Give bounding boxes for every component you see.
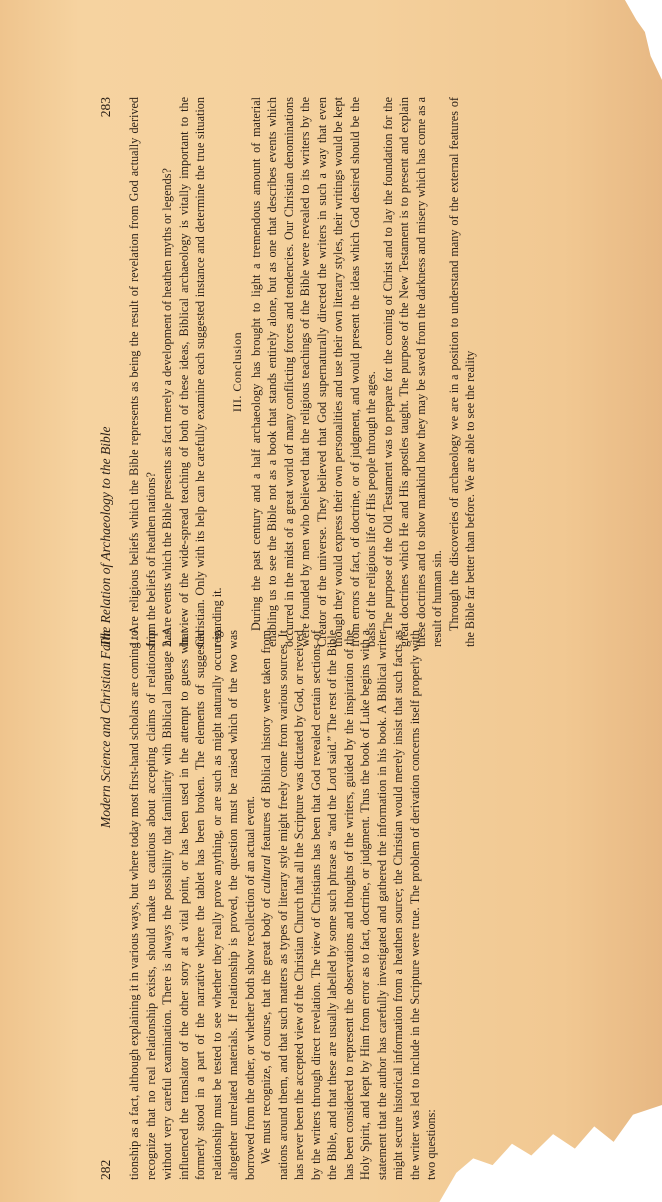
running-head xyxy=(98,97,118,647)
page-number: 283 xyxy=(98,97,113,118)
running-head xyxy=(98,630,118,1180)
running-title: Modern Science and Christian Faith xyxy=(98,630,113,828)
section-heading: III. Conclusion xyxy=(230,331,244,413)
paragraph xyxy=(258,630,440,1180)
page-body xyxy=(126,97,479,647)
question-1: 1. Are religious beliefs which the Bible represents as being the result of revelation from God actually derived from the beliefs of heathen nations? xyxy=(127,97,158,647)
paragraph-rest: features of Biblical history were taken from nations around them, and that such matters as types of literary style might freely come from various sources. It has never been the accepted view of the Christian Church that all the Scripture was dictated by God, or received by the writers through direct revelation. The view of Christians has been that God revealed certain sections of the Bible, and that these are usually labelled by some such phrase as “and the Lord said.” The rest of the Bible has been considered to represent the observations and thoughts of the writers, guided by the inspiration of the Holy Spirit, and kept by Him from error as to fact, doctrine, or judgment. Thus the book of Luke begins with a statement that the author has carefully investigated and gathered the information in his book. A Biblical writer might secure historical information from a heathen source; the Christian would merely insist that such facts as the writer was led to include in the Scripture were true. The problem of derivation concerns itself properly with two questions: xyxy=(259,629,438,1180)
paragraph: In view of the wide-spread teaching of both of these ideas, Biblical archaeology is vitally important to the Christian. Only with its help can he carefully examine each suggested instance and determine the true situation regarding it. xyxy=(176,97,224,647)
question-2: 2. Are events which the Bible presents as fact merely a development of heathen myths or legends? xyxy=(160,168,174,647)
page-body xyxy=(126,630,440,1180)
page-283 xyxy=(98,97,572,647)
page-282 xyxy=(98,630,572,1180)
running-title: The Relation of Archaeology to the Bible xyxy=(98,426,113,647)
page-number: 282 xyxy=(98,1159,113,1180)
italic-word: cultural xyxy=(259,855,273,894)
paragraph: Through the discoveries of archaeology we are in a position to understand many of the external features of the Bible far better than before. We are able to see the reality xyxy=(446,97,477,647)
paragraph: During the past century and a half archaeology has brought to light a tremendous amount of material enabling us to see the Bible not as a book that stands entirely alone, but as one that describes events which occurred in the midst of a great world of many conflicting forces and tendencies. Our Christian denominations were founded by men who believed that the religious teachings of the Bible were revealed to its writers by the Creator of the universe. They believed that God supernaturally directed the writers in such a way that even though they would express their own personalities and use their own literary styles, their writings would be kept from errors of fact, of doctrine, or of judgment, and would present the ideas which God desired should be the basis of the religious life of His people through the ages. xyxy=(248,97,378,647)
paragraph-lead: We must recognize, of course, that the great body of xyxy=(259,898,273,1164)
paragraph: tionship as a fact, although explaining it in various ways, but where today most first-hand scholars are coming to recognize that no real relationship exists, should make us cautious about accepting claims of relationship without very careful examination. There is always the possibility that familiarity with Biblical language has influenced the translator of the other story at a vital point, or has been used in the attempt to guess what formerly stood in a part of the narrative where the tablet has been broken. The elements of suggested relationship must be tested to see whether they really prove anything, or are such as might naturally occur in altogether unrelated materials. If relationship is proved, the question must be raised which of the two was borrowed from the other, or whether both show recollection of an actual event. xyxy=(127,630,257,1180)
paragraph: The purpose of the Old Testament was to prepare for the coming of Christ and to lay the foundation for the great doctrines which He and His apostles taught. The purpose of the New Testament is to present and explain these doctrines and to show mankind how they may be saved from the darkness and misery which has come as a result of human sin. xyxy=(380,97,444,647)
